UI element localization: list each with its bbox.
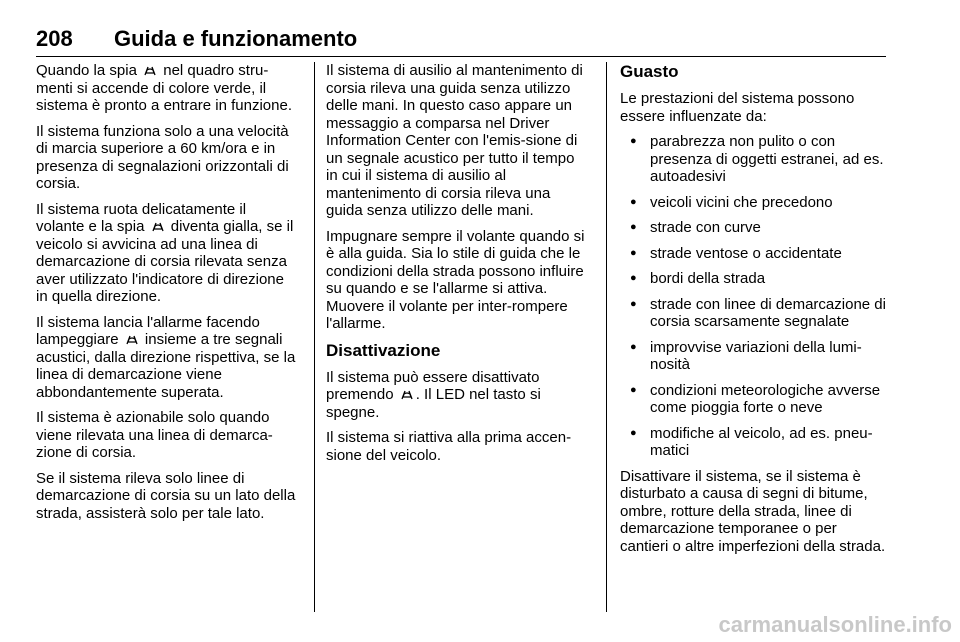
page-title: Guida e funzionamento xyxy=(114,26,358,51)
paragraph: Impugnare sempre il volante quando si è alla guida. Sia lo stile di guida che le condizioni della strada possono influire su quando e se l'allarme si attiva. Muovere il volante per inter-rompere l'allarme. xyxy=(326,227,585,332)
column-2 xyxy=(326,62,588,612)
list-item: ● parabrezza non pulito o con presenza di oggetti estranei, ad es. autoadesivi xyxy=(620,133,886,186)
paragraph: Il sistema si riattiva alla prima accen-sione del veicolo. xyxy=(326,429,572,464)
paragraph: Se il sistema rileva solo linee di demarcazione di corsia su un lato della strada, assisterà solo per tale lato. xyxy=(36,469,296,522)
paragraph: Il sistema funziona solo a una velocità di marcia superiore a 60 km/ora e in presenza di segnalazioni orizzontali di corsia. xyxy=(36,122,289,192)
column-1 xyxy=(36,62,298,612)
paragraph: Il sistema di ausilio al mantenimento di corsia rileva una guida senza utilizzo delle mani. In questo caso appare un messaggio a comparsa nel Driver Information Center con l'emis-sione di un segnale acustico per tutto il tempo in cui il sistema di ausilio al mantenimento di corsia rileva una guida senza utilizzo delle mani. xyxy=(326,62,583,219)
list-item: ● bordi della strada xyxy=(620,270,886,288)
bullet-list xyxy=(620,133,886,460)
list-item: ● modifiche al veicolo, ad es. pneu-matici xyxy=(620,425,886,460)
paragraph: Le prestazioni del sistema possono essere influenzate da: xyxy=(620,90,855,125)
list-item: ● veicoli vicini che precedono xyxy=(620,194,886,212)
list-item: ● condizioni meteorologiche avverse come pioggia forte o neve xyxy=(620,382,886,417)
paragraph: Il sistema è azionabile solo quando viene rilevata una linea di demarca-zione di corsia. xyxy=(36,409,273,461)
lane-assist-icon xyxy=(151,220,165,232)
list-item: ● strade con curve xyxy=(620,219,886,237)
page-number: 208 xyxy=(36,26,73,51)
lane-assist-icon xyxy=(143,64,157,76)
content-columns xyxy=(36,62,886,612)
lane-assist-icon xyxy=(125,333,139,345)
column-3 xyxy=(620,62,886,612)
paragraph: Il sistema può essere disattivato premendo . Il LED nel tasto si spegne. xyxy=(326,368,541,421)
paragraph: Quando la spia nel quadro stru-menti si accende di colore verde, il sistema è pronto a entrare in funzione. xyxy=(36,62,292,114)
page-header xyxy=(36,22,886,57)
section-heading: Guasto xyxy=(620,62,679,81)
paragraph: Disattivare il sistema, se il sistema è disturbato a causa di segni di bitume, ombre, rotture della strada, linee di demarcazione temporanee o per cantieri o altre imperfezioni della strada. xyxy=(620,467,886,555)
paragraph: Il sistema lancia l'allarme facendo lampeggiare insieme a tre segnali acustici, dalla direzione rispettiva, se la linea di demarcazione viene abbondantemente superata. xyxy=(36,313,296,401)
watermark: carmanualsonline.info xyxy=(718,612,952,637)
lane-assist-icon xyxy=(400,388,414,400)
list-item: ● improvvise variazioni della lumi-nosità xyxy=(620,339,886,374)
section-heading: Disattivazione xyxy=(326,340,441,360)
paragraph: Il sistema ruota delicatamente il volante e la spia diventa gialla, se il veicolo si avvicina ad una linea di demarcazione di corsia rilevata senza aver utilizzato l'indicatore di direzione in quella direzione. xyxy=(36,200,294,305)
list-item: ● strade ventose o accidentate xyxy=(620,245,886,263)
list-item: ● strade con linee di demarcazione di corsia scarsamente segnalate xyxy=(620,296,886,331)
